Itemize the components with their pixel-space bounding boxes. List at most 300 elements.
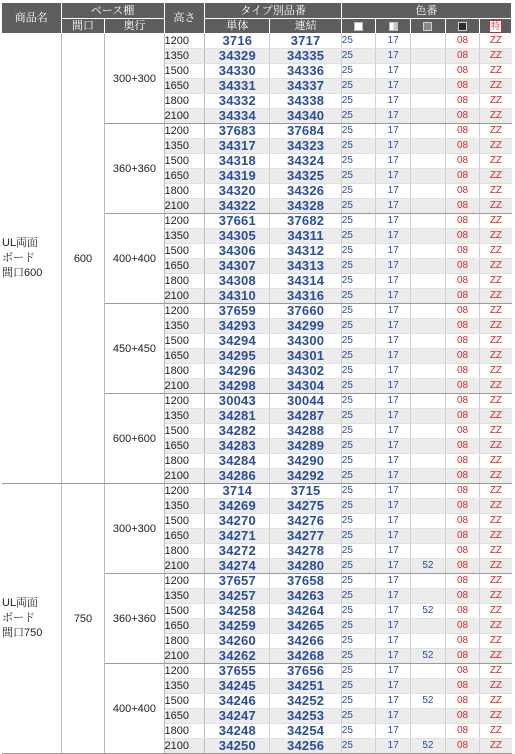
color-code-black: 08 [445, 379, 480, 394]
height-cell: 1800 [164, 454, 205, 469]
color-code-white: 25 [341, 544, 376, 559]
color-code-two-tone: 17 [376, 469, 411, 484]
color-code-two-tone: 17 [376, 34, 411, 49]
color-code-white: 25 [341, 514, 376, 529]
linked-part-number: 34253 [270, 709, 341, 724]
single-part-number: 34281 [205, 409, 270, 424]
color-code-special: ZZ [480, 379, 512, 394]
height-cell: 1500 [164, 334, 205, 349]
color-code-special: ZZ [480, 79, 512, 94]
color-code-gray [411, 199, 446, 214]
color-code-two-tone: 17 [376, 184, 411, 199]
color-code-black: 08 [445, 34, 480, 49]
depth-cell: 360+360 [105, 574, 164, 664]
height-cell: 1650 [164, 619, 205, 634]
height-cell: 1800 [164, 94, 205, 109]
single-part-number: 34318 [205, 154, 270, 169]
linked-part-number: 3715 [270, 484, 341, 499]
color-code-two-tone: 17 [376, 484, 411, 499]
color-swatch-white-icon [341, 19, 376, 34]
color-code-black: 08 [445, 349, 480, 364]
color-code-special: ZZ [480, 619, 512, 634]
height-cell: 2100 [164, 649, 205, 664]
color-code-white: 25 [341, 694, 376, 709]
color-code-black: 08 [445, 439, 480, 454]
color-swatch-gray-icon [411, 19, 446, 34]
single-part-number: 34334 [205, 109, 270, 124]
linked-part-number: 34313 [270, 259, 341, 274]
height-cell: 1650 [164, 259, 205, 274]
linked-part-number: 34263 [270, 589, 341, 604]
color-code-gray [411, 469, 446, 484]
height-cell: 2100 [164, 739, 205, 754]
color-code-black: 08 [445, 49, 480, 64]
single-part-number: 34286 [205, 469, 270, 484]
color-code-two-tone: 17 [376, 244, 411, 259]
height-cell: 1350 [164, 409, 205, 424]
color-code-gray [411, 544, 446, 559]
color-code-gray [411, 139, 446, 154]
color-code-two-tone: 17 [376, 514, 411, 529]
color-code-two-tone: 17 [376, 574, 411, 589]
color-code-black: 08 [445, 364, 480, 379]
color-code-white: 25 [341, 499, 376, 514]
color-code-black: 08 [445, 94, 480, 109]
color-code-special: ZZ [480, 439, 512, 454]
single-part-number: 34331 [205, 79, 270, 94]
linked-part-number: 34290 [270, 454, 341, 469]
color-code-two-tone: 17 [376, 424, 411, 439]
height-cell: 1800 [164, 544, 205, 559]
table-row [2, 484, 512, 499]
product-name-line: UL両面 [2, 597, 39, 609]
single-part-number: 34293 [205, 319, 270, 334]
color-code-special: ZZ [480, 424, 512, 439]
height-cell: 2100 [164, 109, 205, 124]
color-code-gray [411, 574, 446, 589]
linked-part-number: 34266 [270, 634, 341, 649]
color-code-gray [411, 79, 446, 94]
color-code-black: 08 [445, 334, 480, 349]
color-code-gray [411, 334, 446, 349]
linked-part-number: 34287 [270, 409, 341, 424]
color-swatch-black-icon [445, 19, 480, 34]
single-part-number: 34245 [205, 679, 270, 694]
color-code-two-tone: 17 [376, 394, 411, 409]
color-code-black: 08 [445, 679, 480, 694]
linked-part-number: 34324 [270, 154, 341, 169]
depth-cell: 300+300 [105, 34, 164, 124]
color-code-two-tone: 17 [376, 634, 411, 649]
color-code-white: 25 [341, 334, 376, 349]
color-code-white: 25 [341, 214, 376, 229]
color-code-special: ZZ [480, 364, 512, 379]
color-code-black: 08 [445, 259, 480, 274]
color-code-special: ZZ [480, 469, 512, 484]
color-code-black: 08 [445, 229, 480, 244]
height-cell: 1500 [164, 424, 205, 439]
linked-part-number: 3717 [270, 34, 341, 49]
color-code-two-tone: 17 [376, 664, 411, 679]
single-part-number: 34272 [205, 544, 270, 559]
single-part-number: 34258 [205, 604, 270, 619]
height-cell: 1800 [164, 184, 205, 199]
color-code-white: 25 [341, 319, 376, 334]
color-code-gray [411, 319, 446, 334]
linked-part-number: 34338 [270, 94, 341, 109]
height-cell: 1350 [164, 139, 205, 154]
single-part-number: 34259 [205, 619, 270, 634]
color-code-black: 08 [445, 634, 480, 649]
color-code-white: 25 [341, 349, 376, 364]
color-code-white: 25 [341, 739, 376, 754]
color-code-gray [411, 94, 446, 109]
color-code-gray: 52 [411, 649, 446, 664]
color-code-two-tone: 17 [376, 379, 411, 394]
color-code-white: 25 [341, 364, 376, 379]
header-depth: 奥行 [105, 19, 164, 34]
single-part-number: 34283 [205, 439, 270, 454]
color-code-white: 25 [341, 124, 376, 139]
height-cell: 1500 [164, 604, 205, 619]
color-code-special: ZZ [480, 544, 512, 559]
color-code-two-tone: 17 [376, 169, 411, 184]
single-part-number: 34270 [205, 514, 270, 529]
color-code-special: ZZ [480, 454, 512, 469]
linked-part-number: 34328 [270, 199, 341, 214]
color-code-two-tone: 17 [376, 709, 411, 724]
color-code-gray [411, 304, 446, 319]
single-part-number: 34332 [205, 94, 270, 109]
height-cell: 1800 [164, 634, 205, 649]
linked-part-number: 34335 [270, 49, 341, 64]
color-code-two-tone: 17 [376, 409, 411, 424]
linked-part-number: 34251 [270, 679, 341, 694]
color-code-gray [411, 349, 446, 364]
linked-part-number: 34325 [270, 169, 341, 184]
color-code-special: ZZ [480, 574, 512, 589]
color-code-black: 08 [445, 559, 480, 574]
depth-cell: 400+400 [105, 214, 164, 304]
linked-part-number: 34311 [270, 229, 341, 244]
color-code-gray [411, 274, 446, 289]
height-cell: 1200 [164, 304, 205, 319]
color-code-gray [411, 229, 446, 244]
height-cell: 2100 [164, 379, 205, 394]
linked-part-number: 34265 [270, 619, 341, 634]
color-code-white: 25 [341, 664, 376, 679]
single-part-number: 34250 [205, 739, 270, 754]
single-part-number: 37659 [205, 304, 270, 319]
single-part-number: 34305 [205, 229, 270, 244]
color-code-special: ZZ [480, 649, 512, 664]
color-code-black: 08 [445, 319, 480, 334]
color-code-gray [411, 679, 446, 694]
color-code-white: 25 [341, 709, 376, 724]
color-code-special: ZZ [480, 319, 512, 334]
color-code-gray [411, 514, 446, 529]
depth-cell: 450+450 [105, 304, 164, 394]
color-code-gray [411, 244, 446, 259]
linked-part-number: 34304 [270, 379, 341, 394]
linked-part-number: 34289 [270, 439, 341, 454]
color-code-white: 25 [341, 394, 376, 409]
color-code-white: 25 [341, 229, 376, 244]
color-code-special: ZZ [480, 64, 512, 79]
linked-part-number: 34323 [270, 139, 341, 154]
height-cell: 1500 [164, 514, 205, 529]
color-code-two-tone: 17 [376, 49, 411, 64]
color-code-two-tone: 17 [376, 199, 411, 214]
header-single: 単体 [205, 19, 270, 34]
color-code-black: 08 [445, 199, 480, 214]
color-code-special: ZZ [480, 244, 512, 259]
color-code-black: 08 [445, 529, 480, 544]
color-code-special: ZZ [480, 124, 512, 139]
color-code-black: 08 [445, 589, 480, 604]
height-cell: 1200 [164, 214, 205, 229]
color-code-gray [411, 724, 446, 739]
color-code-special: ZZ [480, 154, 512, 169]
color-code-black: 08 [445, 739, 480, 754]
height-cell: 1200 [164, 124, 205, 139]
color-code-white: 25 [341, 94, 376, 109]
color-code-special: ZZ [480, 214, 512, 229]
height-cell: 2100 [164, 199, 205, 214]
single-part-number: 34296 [205, 364, 270, 379]
color-code-black: 08 [445, 544, 480, 559]
color-code-black: 08 [445, 244, 480, 259]
color-code-black: 08 [445, 124, 480, 139]
color-code-gray [411, 664, 446, 679]
color-code-white: 25 [341, 619, 376, 634]
single-part-number: 30043 [205, 394, 270, 409]
color-code-gray [411, 169, 446, 184]
height-cell: 1650 [164, 169, 205, 184]
color-code-white: 25 [341, 184, 376, 199]
color-code-special: ZZ [480, 529, 512, 544]
color-code-black: 08 [445, 109, 480, 124]
color-code-gray [411, 634, 446, 649]
color-code-special: ZZ [480, 229, 512, 244]
color-code-special: ZZ [480, 289, 512, 304]
special-order-icon: 特 [480, 19, 512, 34]
color-code-white: 25 [341, 139, 376, 154]
color-code-two-tone: 17 [376, 439, 411, 454]
color-code-special: ZZ [480, 274, 512, 289]
color-code-two-tone: 17 [376, 694, 411, 709]
color-code-white: 25 [341, 79, 376, 94]
linked-part-number: 34254 [270, 724, 341, 739]
color-code-gray [411, 154, 446, 169]
table-header [2, 3, 512, 34]
color-code-two-tone: 17 [376, 619, 411, 634]
color-code-black: 08 [445, 619, 480, 634]
color-code-black: 08 [445, 454, 480, 469]
color-code-black: 08 [445, 499, 480, 514]
color-code-gray [411, 454, 446, 469]
color-code-white: 25 [341, 724, 376, 739]
color-code-white: 25 [341, 109, 376, 124]
color-code-special: ZZ [480, 259, 512, 274]
table-body [2, 34, 512, 754]
color-code-special: ZZ [480, 109, 512, 124]
height-cell: 1350 [164, 49, 205, 64]
header-product-name: 商品名 [2, 3, 61, 34]
linked-part-number: 34337 [270, 79, 341, 94]
color-code-white: 25 [341, 274, 376, 289]
linked-part-number: 34301 [270, 349, 341, 364]
color-code-white: 25 [341, 604, 376, 619]
color-code-white: 25 [341, 379, 376, 394]
color-code-black: 08 [445, 409, 480, 424]
color-code-white: 25 [341, 244, 376, 259]
color-code-white: 25 [341, 289, 376, 304]
height-cell: 1650 [164, 439, 205, 454]
color-code-two-tone: 17 [376, 124, 411, 139]
height-cell: 1350 [164, 589, 205, 604]
color-code-gray: 52 [411, 694, 446, 709]
header-type-part-number: タイプ別品番 [205, 3, 342, 19]
linked-part-number: 34312 [270, 244, 341, 259]
linked-part-number: 30044 [270, 394, 341, 409]
color-code-gray [411, 439, 446, 454]
color-code-two-tone: 17 [376, 259, 411, 274]
product-name-cell [2, 34, 61, 484]
table-row [2, 34, 512, 49]
linked-part-number: 34336 [270, 64, 341, 79]
single-part-number: 37661 [205, 214, 270, 229]
single-part-number: 37655 [205, 664, 270, 679]
color-code-special: ZZ [480, 514, 512, 529]
height-cell: 1800 [164, 724, 205, 739]
height-cell: 1500 [164, 64, 205, 79]
linked-part-number: 34316 [270, 289, 341, 304]
color-code-two-tone: 17 [376, 604, 411, 619]
color-code-black: 08 [445, 604, 480, 619]
color-swatch-two-tone-icon [376, 19, 411, 34]
single-part-number: 34271 [205, 529, 270, 544]
color-code-special: ZZ [480, 184, 512, 199]
color-code-white: 25 [341, 34, 376, 49]
height-cell: 1350 [164, 319, 205, 334]
linked-part-number: 34299 [270, 319, 341, 334]
single-part-number: 34269 [205, 499, 270, 514]
color-code-two-tone: 17 [376, 364, 411, 379]
color-code-white: 25 [341, 424, 376, 439]
header-color-number: 色番 [341, 3, 511, 19]
color-code-two-tone: 17 [376, 649, 411, 664]
height-cell: 1650 [164, 79, 205, 94]
color-code-two-tone: 17 [376, 94, 411, 109]
color-code-white: 25 [341, 64, 376, 79]
single-part-number: 34257 [205, 589, 270, 604]
single-part-number: 37657 [205, 574, 270, 589]
color-code-black: 08 [445, 424, 480, 439]
color-code-white: 25 [341, 634, 376, 649]
linked-part-number: 37682 [270, 214, 341, 229]
color-code-two-tone: 17 [376, 679, 411, 694]
linked-part-number: 37684 [270, 124, 341, 139]
height-cell: 1800 [164, 364, 205, 379]
header-height: 高さ [164, 3, 205, 34]
color-code-two-tone: 17 [376, 139, 411, 154]
height-cell: 1200 [164, 34, 205, 49]
color-code-black: 08 [445, 214, 480, 229]
color-code-gray: 52 [411, 604, 446, 619]
height-cell: 1500 [164, 244, 205, 259]
color-code-special: ZZ [480, 394, 512, 409]
height-cell: 1500 [164, 154, 205, 169]
color-code-black: 08 [445, 169, 480, 184]
color-code-two-tone: 17 [376, 739, 411, 754]
color-code-white: 25 [341, 574, 376, 589]
depth-cell: 600+600 [105, 394, 164, 484]
color-code-black: 08 [445, 469, 480, 484]
color-code-special: ZZ [480, 34, 512, 49]
color-code-black: 08 [445, 574, 480, 589]
linked-part-number: 34326 [270, 184, 341, 199]
depth-cell: 300+300 [105, 484, 164, 574]
color-code-two-tone: 17 [376, 229, 411, 244]
single-part-number: 34330 [205, 64, 270, 79]
color-code-gray: 52 [411, 559, 446, 574]
color-code-white: 25 [341, 439, 376, 454]
color-code-special: ZZ [480, 349, 512, 364]
color-code-two-tone: 17 [376, 589, 411, 604]
linked-part-number: 34278 [270, 544, 341, 559]
color-code-white: 25 [341, 199, 376, 214]
color-code-special: ZZ [480, 49, 512, 64]
color-code-white: 25 [341, 259, 376, 274]
color-code-white: 25 [341, 529, 376, 544]
color-code-black: 08 [445, 694, 480, 709]
linked-part-number: 37660 [270, 304, 341, 319]
linked-part-number: 34280 [270, 559, 341, 574]
color-code-two-tone: 17 [376, 304, 411, 319]
product-name-line: ボード [2, 252, 35, 264]
color-code-gray [411, 259, 446, 274]
color-code-special: ZZ [480, 589, 512, 604]
color-code-white: 25 [341, 409, 376, 424]
price-table [2, 3, 512, 754]
linked-part-number: 34314 [270, 274, 341, 289]
single-part-number: 34307 [205, 259, 270, 274]
color-code-two-tone: 17 [376, 334, 411, 349]
height-cell: 1800 [164, 274, 205, 289]
color-code-white: 25 [341, 154, 376, 169]
color-code-special: ZZ [480, 604, 512, 619]
single-part-number: 34247 [205, 709, 270, 724]
single-part-number: 34320 [205, 184, 270, 199]
depth-cell: 360+360 [105, 124, 164, 214]
color-code-two-tone: 17 [376, 64, 411, 79]
color-code-black: 08 [445, 184, 480, 199]
product-name-line: UL両面 [2, 237, 39, 249]
single-part-number: 34284 [205, 454, 270, 469]
single-part-number: 34317 [205, 139, 270, 154]
height-cell: 1200 [164, 664, 205, 679]
height-cell: 1650 [164, 709, 205, 724]
height-cell: 2100 [164, 559, 205, 574]
product-name-line: 間口750 [2, 627, 43, 639]
color-code-special: ZZ [480, 724, 512, 739]
color-code-gray [411, 394, 446, 409]
color-code-gray [411, 379, 446, 394]
linked-part-number: 34256 [270, 739, 341, 754]
color-code-special: ZZ [480, 739, 512, 754]
color-code-black: 08 [445, 274, 480, 289]
